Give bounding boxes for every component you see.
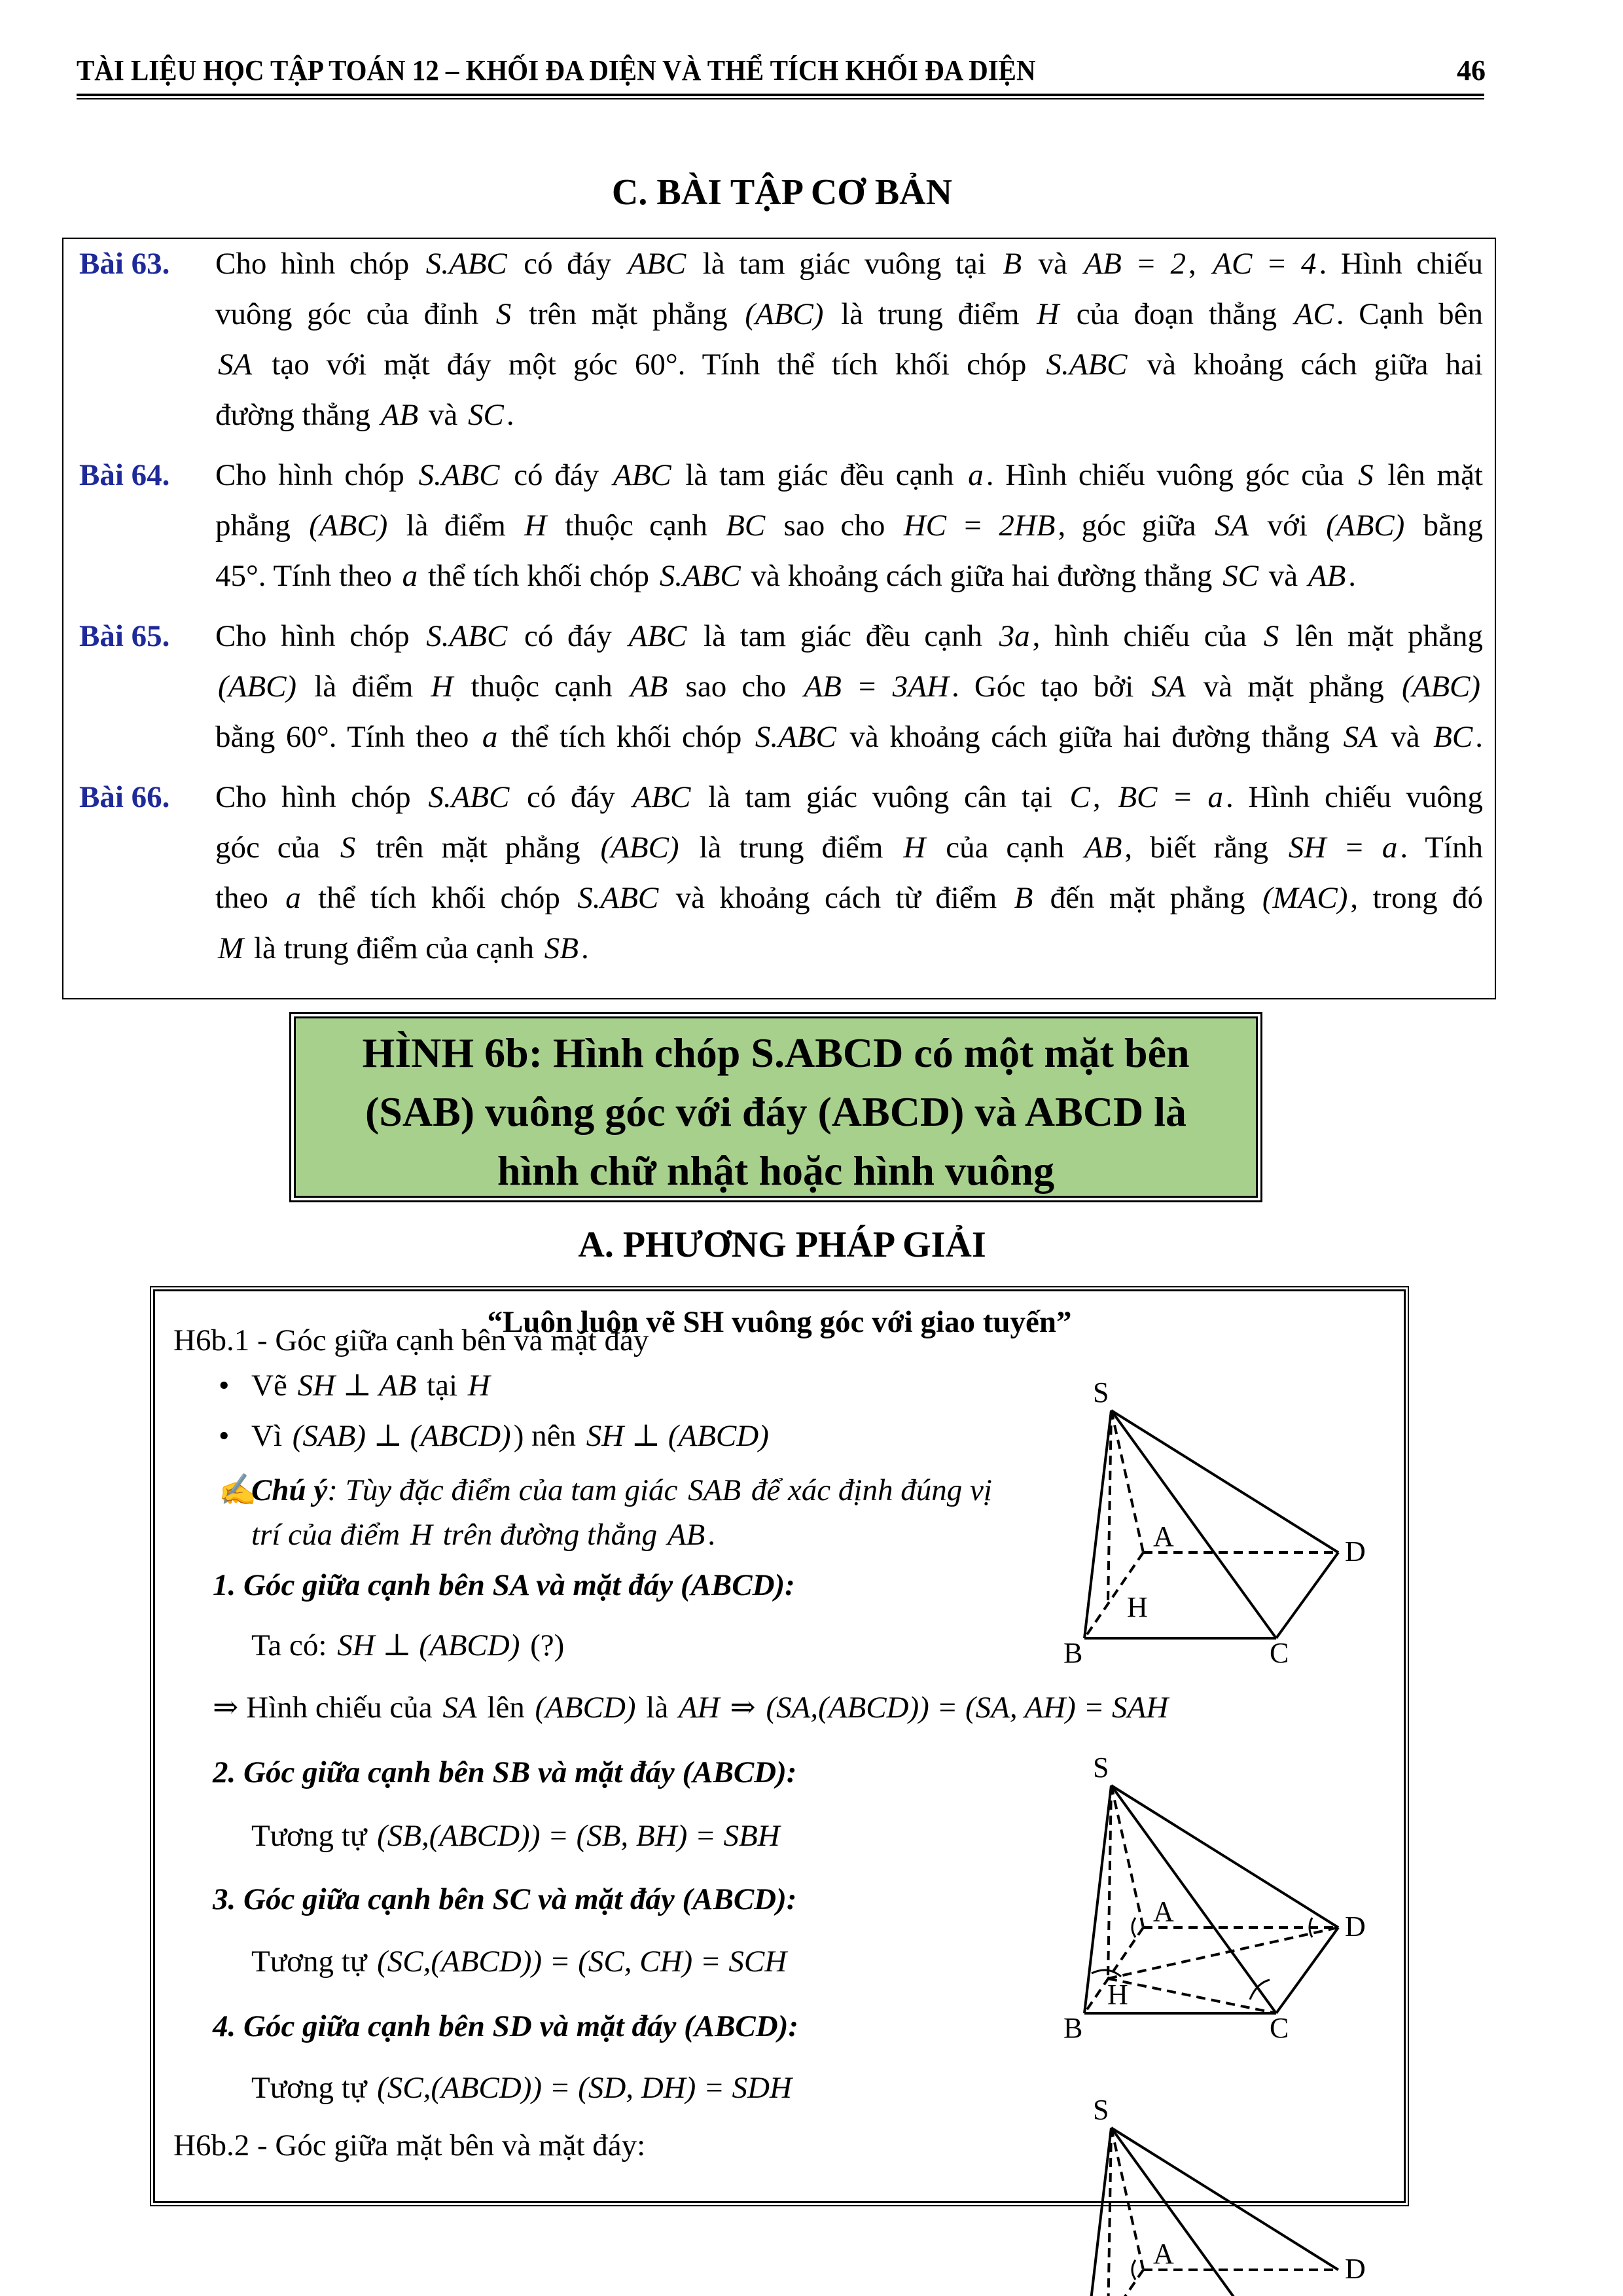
math-expression: a: [482, 720, 498, 754]
math-expression: BC: [726, 509, 766, 543]
italic-text: để xác định đúng vị: [743, 1473, 992, 1507]
vertex-label-b: B: [1063, 1637, 1083, 1669]
text-run: là tam giác vuông cân tại: [693, 780, 1067, 814]
italic-text: trên đường thẳng: [435, 1518, 665, 1552]
vertex-label-b: B: [1063, 2012, 1083, 2044]
math-expression: SA: [1151, 670, 1186, 704]
page-number: 46: [1457, 54, 1486, 86]
text-run: Cho hình chóp: [215, 247, 423, 281]
math-expression: M: [218, 931, 244, 965]
math-expression: S: [340, 831, 356, 865]
math-expression: SH ⊥ (ABCD): [337, 1628, 520, 1662]
text-run: .: [506, 398, 514, 432]
text-run: . Hình chiếu: [1319, 247, 1483, 281]
math-expression: S: [495, 297, 512, 331]
math-expression: (MAC): [1262, 881, 1348, 915]
vertex-label-s: S: [1093, 1751, 1109, 1784]
math-expression: a: [285, 881, 301, 915]
text-run: , biết rằng: [1124, 831, 1286, 865]
text-run: với: [1251, 509, 1324, 543]
math-expression: (SAB) ⊥ (ABCD): [292, 1419, 511, 1453]
vertex-label-h: H: [1107, 1979, 1128, 2011]
math-expression: AB = 2: [1084, 247, 1186, 281]
text-run: bằng: [1407, 509, 1483, 543]
math-expression: BC = a: [1118, 780, 1223, 814]
math-expression: S.ABC: [577, 881, 659, 915]
math-expression: (SB,(ABCD)) = (SB, BH) = SBH: [377, 1819, 780, 1853]
text-run: H6b.2 - Góc giữa mặt bên và mặt đáy:: [173, 2128, 646, 2162]
text-run: ,: [1188, 247, 1211, 281]
vertex-label-s: S: [1093, 2094, 1109, 2126]
math-expression: AB: [1084, 831, 1122, 865]
text-run: và khoảng cách giữa hai đường thẳng: [838, 720, 1341, 754]
text-run: và mặt phẳng: [1188, 670, 1399, 704]
math-expression: AB: [380, 398, 419, 432]
text-run: là điểm: [390, 509, 522, 543]
text-run: Cho hình chóp: [215, 780, 426, 814]
bold-italic-text: 4. Góc giữa cạnh bên SD và mặt đáy (ABCD):: [213, 2009, 799, 2043]
text-run: là: [638, 1691, 676, 1725]
text-run: thuộc cạnh: [549, 509, 724, 543]
text-run: là tam giác đều cạnh: [673, 458, 966, 492]
pyramid-figure-3: [1084, 2128, 1338, 2296]
method-title: “Luôn luôn vẽ SH vuông góc với giao tuyến”: [487, 1305, 1072, 1339]
text-run: Cho hình chóp: [215, 458, 416, 492]
math-expression: C: [1069, 780, 1090, 814]
italic-text: : Tùy đặc điểm của tam giác: [327, 1473, 686, 1507]
math-expression: (SC,(ABCD)) = (SC, CH) = SCH: [377, 1945, 787, 1979]
math-expression: AB: [667, 1518, 705, 1552]
bold-italic-text: 2. Góc giữa cạnh bên SB và mặt đáy (ABCD):: [213, 1755, 797, 1789]
text-run: Vẽ: [251, 1369, 295, 1403]
text-run: .: [707, 1518, 716, 1552]
text-run: của cạnh: [928, 831, 1082, 865]
text-run: .: [1348, 559, 1357, 593]
math-expression: ABC: [628, 247, 687, 281]
text-run: bằng 60°. Tính theo: [215, 720, 480, 754]
text-run: ⇒: [722, 1691, 764, 1725]
text-run: , góc giữa: [1058, 509, 1212, 543]
exercise-label: Bài 66.: [79, 780, 170, 814]
math-expression: SH ⊥ (ABCD): [586, 1419, 769, 1453]
text-run: và: [1260, 559, 1306, 593]
math-expression: (ABC): [309, 509, 388, 543]
text-run: và khoảng cách giữa hai: [1130, 348, 1483, 382]
math-expression: 3a: [999, 619, 1030, 653]
math-expression: SC: [468, 398, 504, 432]
text-run: Tương tự: [251, 2071, 375, 2105]
running-header-title: TÀI LIỆU HỌC TẬP TOÁN 12 – KHỐI ĐA DIỆN VÀ THỂ TÍCH KHỐI ĐA DIỆN: [77, 54, 1036, 86]
text-run: đường thẳng: [215, 398, 378, 432]
text-run: và: [1380, 720, 1431, 754]
bold-italic-text: 3. Góc giữa cạnh bên SC và mặt đáy (ABCD):: [213, 1882, 797, 1916]
math-expression: a: [402, 559, 418, 593]
vertex-label-s: S: [1093, 1376, 1109, 1408]
math-expression: B: [1003, 247, 1022, 281]
vertex-label-a: A: [1153, 1895, 1174, 1928]
math-expression: (SC,(ABCD)) = (SD, DH) = SDH: [377, 2071, 792, 2105]
bullet-icon: •: [219, 1369, 230, 1403]
pyramid-figure-1: [1084, 1410, 1338, 1638]
math-expression: ABC: [632, 780, 691, 814]
section-c-title: C. BÀI TẬP CƠ BẢN: [611, 172, 953, 213]
math-expression: S.ABC: [659, 559, 741, 593]
text-run: .: [580, 931, 589, 965]
text-run: và: [421, 398, 466, 432]
math-expression: S.ABC: [426, 619, 508, 653]
text-run: Ta có:: [251, 1628, 335, 1662]
math-expression: S.ABC: [428, 780, 510, 814]
text-run: . Tính: [1400, 831, 1483, 865]
text-run: là trung điểm: [681, 831, 901, 865]
section-a-title: A. PHƯƠNG PHÁP GIẢI: [578, 1225, 986, 1265]
vertex-label-d: D: [1345, 1910, 1366, 1943]
math-expression: AB: [1308, 559, 1346, 593]
math-expression: S.ABC: [418, 458, 500, 492]
text-run: là trung điểm của cạnh: [246, 931, 542, 965]
text-run: Tương tự: [251, 1819, 375, 1853]
banner-line: hình chữ nhật hoặc hình vuông: [497, 1147, 1055, 1194]
math-expression: AB: [630, 670, 668, 704]
text-run: sao cho: [670, 670, 802, 704]
text-run: và: [1024, 247, 1082, 281]
math-expression: S.ABC: [1046, 348, 1128, 382]
math-expression: B: [1014, 881, 1033, 915]
math-expression: H: [1037, 297, 1060, 331]
vertex-label-d: D: [1345, 1535, 1366, 1568]
bold-italic-text: 1. Góc giữa cạnh bên SA và mặt đáy (ABCD):: [213, 1568, 795, 1602]
math-expression: SA: [1343, 720, 1378, 754]
exercise-label: Bài 65.: [79, 619, 170, 653]
text-run: lên mặt: [1376, 458, 1483, 492]
vertex-label-c: C: [1270, 2012, 1289, 2044]
exercise-label: Bài 63.: [79, 247, 170, 281]
math-expression: SB: [544, 931, 579, 965]
text-run: đến mặt phẳng: [1035, 881, 1260, 915]
math-expression: H: [410, 1518, 433, 1552]
math-expression: SA: [218, 348, 253, 382]
math-expression: SAB: [688, 1473, 741, 1507]
text-run: thuộc cạnh: [455, 670, 628, 704]
math-expression: SA: [442, 1691, 477, 1725]
exercise-label: Bài 64.: [79, 458, 170, 492]
math-expression: AB = 3AH: [804, 670, 949, 704]
math-expression: AC: [1294, 297, 1334, 331]
text-run: . Cạnh bên: [1336, 297, 1484, 331]
math-expression: S.ABC: [755, 720, 836, 754]
text-run: là điểm: [299, 670, 429, 704]
text-run: vuông góc của đỉnh: [215, 297, 493, 331]
text-run: thể tích khối chóp: [500, 720, 753, 754]
text-run: là tam giác vuông tại: [688, 247, 1001, 281]
math-expression: (ABC): [745, 297, 824, 331]
text-run: thể tích khối chóp: [303, 881, 575, 915]
math-expression: AC = 4: [1213, 247, 1317, 281]
text-run: ,: [1092, 780, 1116, 814]
text-run: . Hình chiếu vuông: [1225, 780, 1484, 814]
vertex-label-h: H: [1127, 1591, 1148, 1623]
text-run: và khoảng cách giữa hai đường thẳng: [743, 559, 1221, 593]
math-expression: ABC: [613, 458, 671, 492]
math-expression: H: [524, 509, 547, 543]
bold-italic-text: Chú ý: [251, 1473, 328, 1507]
text-run: là tam giác đều cạnh: [689, 619, 997, 653]
text-run: trên mặt phẳng: [514, 297, 743, 331]
math-expression: (ABC): [1401, 670, 1481, 704]
vertex-label-c: C: [1270, 1637, 1289, 1669]
math-expression: (ABCD): [535, 1691, 636, 1725]
text-run: , hình chiếu của: [1032, 619, 1261, 653]
text-run: theo: [215, 881, 283, 915]
text-run: trên mặt phẳng: [358, 831, 598, 865]
math-expression: SH = a: [1288, 831, 1398, 865]
vertex-label-a: A: [1153, 2238, 1174, 2270]
text-run: tạo với mặt đáy một góc 60°. Tính thể tích khối chóp: [255, 348, 1044, 382]
text-run: . Hình chiếu vuông góc của: [986, 458, 1356, 492]
text-run: 45°. Tính theo: [215, 559, 400, 593]
text-run: H6b.1 - Góc giữa cạnh bên và mặt đáy: [173, 1323, 649, 1357]
math-expression: (ABC): [1326, 509, 1405, 543]
text-run: sao cho: [768, 509, 901, 543]
text-run: .: [1475, 720, 1483, 754]
math-expression: S: [1358, 458, 1374, 492]
math-expression: S.ABC: [425, 247, 507, 281]
math-expression: (SA,(ABCD)) = (SA, AH) = SAH: [766, 1691, 1169, 1725]
text-run: ) nên: [513, 1419, 584, 1453]
math-expression: ABC: [628, 619, 687, 653]
banner-line: HÌNH 6b: Hình chóp S.ABCD có một mặt bên: [362, 1030, 1190, 1076]
pen-note-icon: ✍: [219, 1473, 257, 1507]
text-run: và khoảng cách từ điểm: [661, 881, 1012, 915]
vertex-label-a: A: [1153, 1520, 1174, 1552]
math-expression: BC: [1433, 720, 1473, 754]
text-run: thể tích khối chóp: [420, 559, 657, 593]
text-run: , trong đó: [1350, 881, 1483, 915]
text-run: có đáy: [512, 780, 630, 814]
text-run: có đáy: [509, 247, 626, 281]
text-run: tại: [419, 1369, 465, 1403]
math-expression: H: [431, 670, 454, 704]
bullet-icon: •: [219, 1419, 230, 1453]
text-run: Cho hình chóp: [215, 619, 424, 653]
text-run: phẳng: [215, 509, 307, 543]
math-expression: SC: [1222, 559, 1258, 593]
math-expression: (ABC): [218, 670, 297, 704]
math-expression: HC = 2HB: [903, 509, 1056, 543]
text-run: của đoạn thẳng: [1061, 297, 1292, 331]
math-expression: a: [968, 458, 984, 492]
text-run: (?): [522, 1628, 565, 1662]
text-run: có đáy: [502, 458, 611, 492]
math-expression: S: [1263, 619, 1279, 653]
text-run: có đáy: [510, 619, 626, 653]
math-expression: (ABC): [600, 831, 679, 865]
math-expression: H: [903, 831, 926, 865]
text-run: ⇒ Hình chiếu của: [213, 1691, 440, 1725]
italic-text: trí của điểm: [251, 1518, 408, 1552]
math-expression: SA: [1214, 509, 1249, 543]
math-expression: H: [467, 1369, 490, 1403]
text-run: là trung điểm: [826, 297, 1035, 331]
text-run: . Góc tạo bởi: [951, 670, 1149, 704]
text-run: góc của: [215, 831, 338, 865]
math-expression: SH ⊥ AB: [297, 1369, 417, 1403]
text-run: Tương tự: [251, 1945, 375, 1979]
vertex-label-d: D: [1345, 2253, 1366, 2285]
banner-line: (SAB) vuông góc với đáy (ABCD) và ABCD là: [365, 1088, 1187, 1135]
text-run: Vì: [251, 1419, 290, 1453]
text-run: lên mặt phẳng: [1281, 619, 1483, 653]
text-run: lên: [479, 1691, 533, 1725]
math-expression: AH: [678, 1691, 720, 1725]
